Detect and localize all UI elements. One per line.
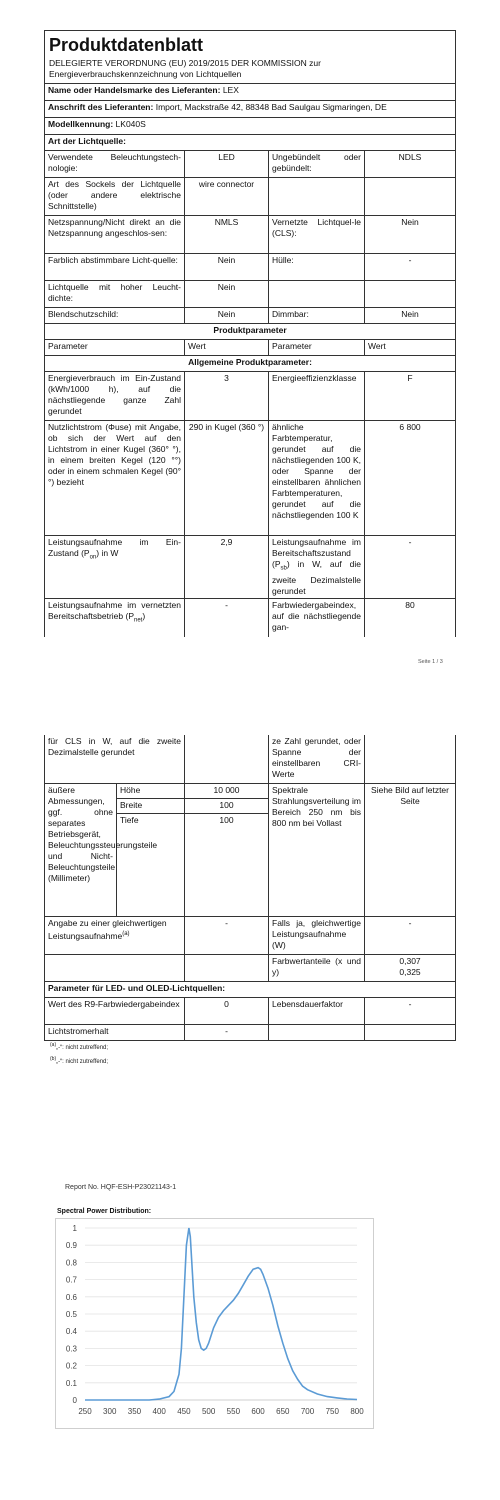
networked-standby-label: Leistungsaufnahme im vernetzten Bereitschaftsbetrieb $(P_{net})$ (45, 598, 185, 637)
supplier-address-label: Anschrift des Lieferanten: (48, 102, 154, 112)
header-row (45, 31, 456, 84)
x-tick-label: 600 (251, 1407, 265, 1416)
energy-class-label: Energieeffizienzklasse (269, 372, 365, 421)
model-row (45, 118, 456, 135)
chromaticity-row (45, 955, 456, 982)
power-on-label: Leistungsaufnahme im Ein-Zustand $(P_{on})$ in W (45, 536, 185, 599)
r9-label: Wert des R9-Farbwiedergabeindex (45, 998, 185, 1025)
color-temperature-value: 6 800 (365, 421, 456, 536)
r9-row (45, 998, 456, 1025)
x-tick-label: 500 (201, 1407, 216, 1416)
power-on-row (45, 536, 456, 599)
chromaticity-values: 0,307 0,325 (365, 955, 456, 982)
cell-label: Verwendete Beleuchtungstech-nologie: (45, 151, 185, 178)
cell-label: Ungebündelt oder gebündelt: (269, 151, 365, 178)
cell-label: Hülle: (269, 254, 365, 281)
luminous-flux-label: Nutzlichtstrom (Φuse) mit Angabe, ob sich der Wert auf den Lichtstrom in einer Kugel (360° °), in einem breiten Kegel (120 °°) oder in einem schmalen Kegel (90° °) bezieht (45, 421, 185, 536)
cell-value: Nein (185, 281, 269, 308)
general-params-heading: Allgemeine Produktparameter: (45, 356, 456, 372)
light-source-heading-row (45, 135, 456, 151)
dimension-value: 100 (185, 814, 269, 917)
energy-consumption-label: Energieverbrauch im Ein-Zustand (kWh/1000 h), auf die nächstliegende ganze Zahl gerundet (45, 372, 185, 421)
footnote-a: $^{(a)}$„-“: nicht zutreffend; (50, 1042, 109, 1051)
y-tick-label: 0.8 (65, 1258, 77, 1268)
x-tick-label: 650 (276, 1407, 290, 1416)
page-number: Seite 1 / 3 (418, 659, 443, 665)
cell-label: Farblich abstimmbare Licht-quelle: (45, 254, 185, 281)
regulation-text: DELEGIERTE VERORDNUNG (EU) 2019/2015 DER KOMMISSION zur Energieverbrauchskennzeichnung von Lichtquellen (49, 58, 321, 79)
networked-standby-label-continued: für CLS in W, auf die zweite Dezimalstelle gerundet (45, 735, 185, 784)
x-tick-label: 450 (177, 1407, 191, 1416)
cell-label: Netzspannung/Nicht direkt an die Netzspannung angeschlos-sen: (45, 216, 185, 254)
spectral-distribution-label: Spektrale Strahlungsverteilung im Bereich 250 nm bis 800 nm bei Vollast (269, 784, 365, 917)
cell-value (365, 178, 456, 216)
cell-label (269, 178, 365, 216)
x-tick-label: 700 (300, 1407, 315, 1416)
light-source-row (45, 254, 456, 281)
cell-value: Nein (365, 308, 456, 324)
cell-value: LED (185, 151, 269, 178)
equivalent-power-watt-value: - (365, 917, 456, 955)
light-source-heading: Art der Lichtquelle: (45, 135, 456, 151)
equivalent-power-value: - (185, 917, 269, 955)
dimension-name: Breite (117, 799, 185, 814)
x-tick-label: 550 (226, 1407, 241, 1416)
standby-power-label: Leistungsaufnahme im Bereitschaftszustand $(P_{sb})$ in W, auf die zweite Dezimalstelle gerundet (269, 536, 365, 599)
light-source-row (45, 281, 456, 308)
spectral-distribution-value: Siehe Bild auf letzter Seite (365, 784, 456, 917)
col-header-parameter: Parameter (45, 340, 185, 356)
cell-value: wire connector (185, 178, 269, 216)
dimension-row (45, 784, 456, 799)
color-temperature-label: ähnliche Farbtemperatur, gerundet auf die nächstliegenden 100 K, oder Spanne der einstellbaren ähnlichen Farbtemperaturen, gerundet auf die nächstliegenden 100 K (269, 421, 365, 536)
lumen-maintenance-label: Lichtstromerhalt (45, 1025, 185, 1041)
chromaticity-label: Farbwertanteile (x und y) (269, 955, 365, 982)
datasheet-table-1 (44, 30, 456, 637)
cell-label: Blendschutzschild: (45, 308, 185, 324)
cell-value (365, 281, 456, 308)
cell-label: Dimmbar: (269, 308, 365, 324)
survival-factor-label: Lebensdauerfaktor (269, 998, 365, 1025)
col-header-value: Wert (185, 340, 269, 356)
cri-label-continued: ze Zahl gerundet, oder Spanne der einstellbaren CRI-Werte (269, 735, 365, 784)
light-source-row (45, 151, 456, 178)
networked-standby-row (45, 598, 456, 637)
cell-value: NMLS (185, 216, 269, 254)
document-title: Produktdatenblatt (49, 35, 204, 55)
general-params-heading-row (45, 356, 456, 372)
led-params-heading-row (45, 982, 456, 998)
x-tick-label: 800 (350, 1407, 364, 1416)
dimension-name: Höhe (117, 784, 185, 799)
cell-value: - (365, 254, 456, 281)
chart-title: Spectral Power Distribution: (57, 1208, 152, 1215)
dimension-value: 100 (185, 799, 269, 814)
spectral-power-chart (55, 1218, 375, 1430)
y-tick-label: 1 (72, 1224, 77, 1233)
y-tick-label: 0.6 (65, 1292, 77, 1302)
dimension-name: Tiefe (117, 814, 185, 917)
cell-value: Nein (185, 308, 269, 324)
energy-consumption-row (45, 372, 456, 421)
supplier-address-value: Import, Mackstraße 42, 88348 Bad Saulgau Sigmaringen, DE (155, 102, 387, 112)
energy-consumption-value: 3 (185, 372, 269, 421)
supplier-address-row (45, 101, 456, 118)
datasheet-page-2 (44, 735, 455, 1041)
luminous-flux-row (45, 421, 456, 536)
led-params-heading: Parameter für LED- und OLED-Lichtquellen: (45, 982, 456, 998)
y-tick-label: 0.9 (65, 1241, 77, 1251)
supplier-name-row (45, 84, 456, 101)
model-value: LK040S (115, 119, 146, 129)
footnote-b: $^{(b)}$„-“: nicht zutreffend; (50, 1056, 109, 1065)
r9-value: 0 (185, 998, 269, 1025)
lumen-maintenance-value: - (185, 1025, 269, 1041)
cell-value: Nein (185, 254, 269, 281)
cell-label: Lichtquelle mit hoher Leucht-dichte: (45, 281, 185, 308)
dimensions-label: äußere Abmessungen, ggf. ohne separates Betriebsgerät, Beleuchtungssteuerungsteile und Nicht-Beleuchtungsteile (Millimeter) (45, 784, 117, 917)
light-source-row (45, 216, 456, 254)
y-tick-label: 0.3 (65, 1344, 77, 1354)
col-header-parameter: Parameter (269, 340, 365, 356)
x-tick-label: 300 (103, 1407, 117, 1416)
x-tick-label: 350 (127, 1407, 142, 1416)
equivalent-power-label: Angabe zu einer gleichwertigen Leistungsaufnahme$^{(a)}$ (45, 917, 185, 955)
equivalent-power-row (45, 917, 456, 955)
y-tick-label: 0.1 (65, 1378, 77, 1388)
light-source-row (45, 178, 456, 216)
product-params-heading: Produktparameter (45, 324, 456, 340)
luminous-flux-value: 290 in Kugel (360 °) (185, 421, 269, 536)
networked-standby-value: - (185, 598, 269, 637)
cell-label: Vernetzte Lichtquel-le (CLS): (269, 216, 365, 254)
survival-factor-value: - (365, 998, 456, 1025)
x-tick-label: 750 (325, 1407, 339, 1416)
x-tick-label: 250 (78, 1407, 92, 1416)
light-source-row (45, 308, 456, 324)
supplier-name-value: LEX (222, 85, 239, 95)
supplier-name-label: Name oder Handelsmarke des Lieferanten: (48, 85, 221, 95)
product-params-heading-row (45, 324, 456, 340)
y-tick-label: 0.2 (65, 1361, 77, 1371)
datasheet-page-1 (44, 30, 455, 637)
standby-power-value: - (365, 536, 456, 599)
y-tick-label: 0 (72, 1396, 77, 1405)
cell-value: Nein (365, 216, 456, 254)
y-tick-label: 0.4 (65, 1327, 77, 1337)
networked-standby-continued-row (45, 735, 456, 784)
equivalent-power-watt-label: Falls ja, gleichwertige Leistungsaufnahme (W) (269, 917, 365, 955)
cri-label: Farbwiedergabeindex, auf die nächstliegende gan- (269, 598, 365, 637)
energy-class-value: F (365, 372, 456, 421)
y-tick-label: 0.5 (65, 1310, 77, 1319)
dimension-value: 10 000 (185, 784, 269, 799)
x-tick-label: 400 (152, 1407, 166, 1416)
cell-label (269, 281, 365, 308)
cell-label: Art des Sockels der Lichtquelle (oder andere elektrische Schnittstelle) (45, 178, 185, 216)
cri-value: 80 (365, 598, 456, 637)
datasheet-table-2 (44, 735, 456, 1041)
col-header-value: Wert (365, 340, 456, 356)
report-number: Report No. HQF-ESH-P23021143-1 (65, 1184, 177, 1191)
power-on-value: 2,9 (185, 536, 269, 599)
cell-value: NDLS (365, 151, 456, 178)
lumen-maintenance-row (45, 1025, 456, 1041)
y-tick-label: 0.7 (65, 1275, 77, 1285)
model-label: Modellkennung: (48, 119, 114, 129)
column-header-row (45, 340, 456, 356)
